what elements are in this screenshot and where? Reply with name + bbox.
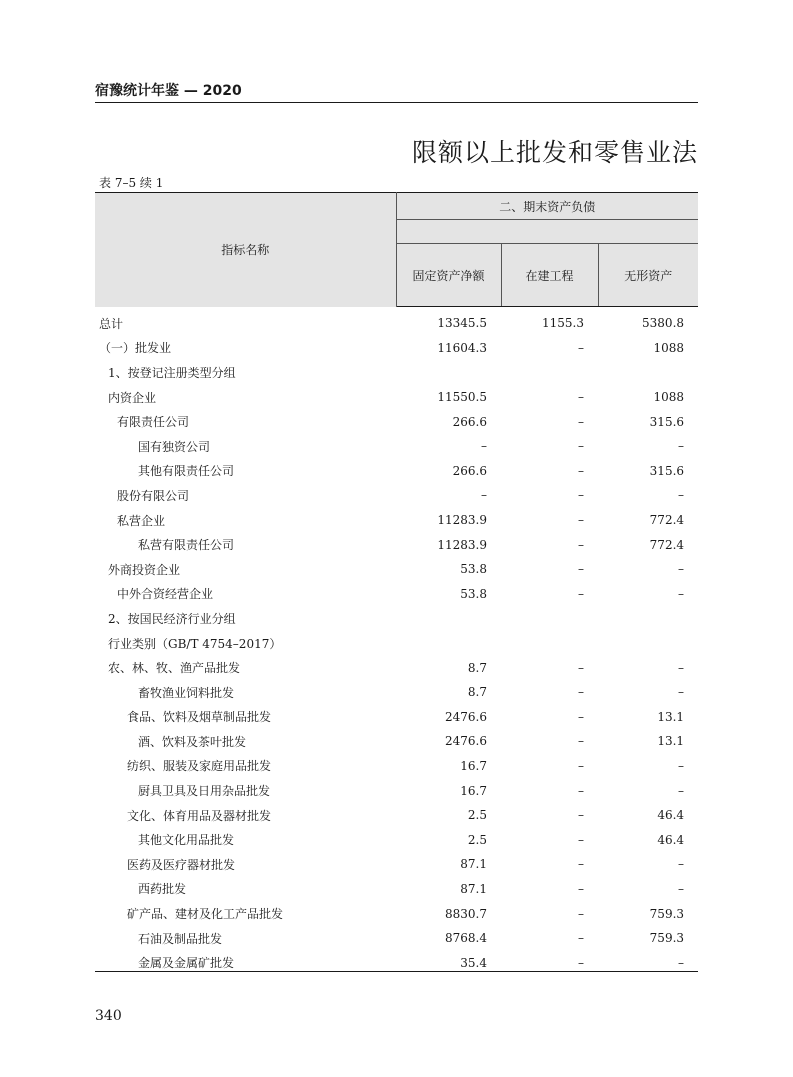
row-label: 畜牧渔业饲料批发 [138, 685, 235, 700]
table-row [95, 532, 698, 557]
table-row [95, 582, 698, 607]
cell-value [501, 360, 598, 385]
statistics-table-container [95, 192, 698, 975]
cell-value: – [678, 586, 685, 601]
cell-value [396, 631, 501, 656]
cell-value: 13.1 [657, 734, 685, 749]
cell-value: 13345.5 [437, 316, 487, 331]
indicator-name-header: 指标名称 [95, 193, 396, 307]
cell-value: 2476.6 [445, 709, 487, 724]
table-row [95, 926, 698, 951]
table-row [95, 877, 698, 902]
cell-value: – [678, 562, 685, 577]
table-row [95, 336, 698, 361]
table-row [95, 508, 698, 533]
row-label: 文化、体育用品及器材批发 [127, 808, 272, 823]
cell-value: – [578, 906, 584, 921]
cell-value: – [578, 537, 584, 552]
cell-value: – [578, 463, 584, 478]
row-label: 金属及金属矿批发 [138, 956, 235, 971]
table-row [95, 459, 698, 484]
cell-value: – [578, 660, 584, 675]
cell-value: – [578, 758, 584, 773]
cell-value: 16.7 [460, 783, 487, 798]
table-row [95, 557, 698, 582]
table-body [95, 307, 698, 976]
cell-value: – [678, 488, 685, 503]
cell-value: 46.4 [657, 808, 685, 823]
table-row [95, 827, 698, 852]
row-label: 总计 [99, 316, 124, 331]
row-label: 2、按国民经济行业分组 [108, 611, 236, 626]
cell-value: – [678, 857, 685, 872]
statistics-table [95, 192, 698, 975]
column-header: 在建工程 [501, 244, 598, 307]
cell-value: 759.3 [649, 931, 685, 946]
row-label: 食品、饮料及烟草制品批发 [127, 710, 272, 725]
table-row [95, 483, 698, 508]
cell-value: 266.6 [452, 463, 487, 478]
row-label: 其他文化用品批发 [138, 833, 235, 848]
cell-value: – [578, 390, 584, 405]
row-label: 西药批发 [138, 882, 187, 897]
row-label: 医药及医疗器材批发 [127, 857, 236, 872]
cell-value: 1088 [653, 390, 685, 405]
cell-value: – [678, 660, 685, 675]
cell-value: – [678, 439, 685, 454]
cell-value: – [578, 513, 584, 528]
cell-value: 11550.5 [437, 390, 487, 405]
cell-value: – [678, 881, 685, 896]
cell-value [396, 360, 501, 385]
cell-value [598, 360, 698, 385]
table-row [95, 705, 698, 730]
table-row [95, 901, 698, 926]
page-number: 340 [95, 1008, 122, 1024]
row-label: 有限责任公司 [117, 415, 190, 430]
cell-value: 5380.8 [642, 316, 685, 331]
row-label: 1、按登记注册类型分组 [108, 365, 236, 380]
table-row [95, 803, 698, 828]
table-row [95, 754, 698, 779]
row-label: 行业类别（GB/T 4754–2017） [108, 636, 282, 651]
group-header: 二、期末资产负债 [396, 193, 698, 220]
table-row [95, 631, 698, 656]
row-label: 私营企业 [117, 513, 166, 528]
cell-value: 8.7 [467, 660, 487, 675]
row-label: 内资企业 [108, 390, 157, 405]
row-label: 纺织、服装及家庭用品批发 [127, 759, 272, 774]
cell-value: – [578, 414, 584, 429]
page-title: 限额以上批发和零售业法 [411, 138, 698, 167]
cell-value: – [678, 955, 685, 970]
cell-value: – [678, 758, 685, 773]
cell-value: 11604.3 [437, 340, 487, 355]
cell-value: – [578, 709, 584, 724]
cell-value: – [678, 685, 685, 700]
column-header: 固定资产净额 [396, 244, 501, 307]
row-label: 外商投资企业 [108, 562, 181, 577]
row-label: 其他有限责任公司 [138, 464, 235, 479]
table-row [95, 307, 698, 336]
table-row [95, 606, 698, 631]
cell-value: – [578, 439, 584, 454]
cell-value: – [678, 783, 685, 798]
cell-value: 35.4 [460, 955, 487, 970]
row-label: 石油及制品批发 [138, 931, 223, 946]
table-row [95, 729, 698, 754]
cell-value: – [578, 340, 584, 355]
row-label: 矿产品、建材及化工产品批发 [127, 907, 284, 922]
table-row [95, 409, 698, 434]
row-label: 酒、饮料及茶叶批发 [138, 734, 247, 749]
column-header: 无形资产 [598, 244, 698, 307]
cell-value: 8768.4 [445, 931, 487, 946]
cell-value: – [481, 488, 487, 503]
cell-value: – [578, 808, 584, 823]
cell-value: 2.5 [467, 808, 487, 823]
cell-value: 53.8 [460, 586, 487, 601]
cell-value: 1088 [653, 340, 685, 355]
row-label: （一）批发业 [99, 341, 172, 356]
cell-value: – [578, 832, 584, 847]
cell-value: 315.6 [649, 414, 685, 429]
row-label: 中外合资经营企业 [117, 587, 214, 602]
cell-value [501, 631, 598, 656]
running-header-title: 宿豫统计年鉴 — 2020 [95, 83, 242, 99]
cell-value: – [481, 439, 487, 454]
cell-value: 772.4 [649, 513, 685, 528]
table-row [95, 434, 698, 459]
cell-value: – [578, 931, 584, 946]
cell-value: 2476.6 [445, 734, 487, 749]
cell-value [598, 606, 698, 631]
cell-value [396, 606, 501, 631]
cell-value: 46.4 [657, 832, 685, 847]
cell-value: 759.3 [649, 906, 685, 921]
table-row [95, 680, 698, 705]
group-subheader-blank [396, 220, 698, 244]
cell-value: 16.7 [460, 758, 487, 773]
cell-value: 11283.9 [437, 513, 487, 528]
cell-value: 2.5 [467, 832, 487, 847]
row-label: 农、林、牧、渔产品批发 [108, 661, 241, 676]
cell-value: 772.4 [649, 537, 685, 552]
cell-value: – [578, 734, 584, 749]
table-row [95, 655, 698, 680]
table-id: 表 7–5 续 1 [99, 176, 164, 190]
table-row [95, 778, 698, 803]
row-label: 厨具卫具及日用杂品批发 [138, 784, 271, 799]
cell-value: 315.6 [649, 463, 685, 478]
cell-value: 13.1 [657, 709, 685, 724]
cell-value: – [578, 488, 584, 503]
cell-value: – [578, 783, 584, 798]
row-label: 私营有限责任公司 [138, 538, 235, 553]
cell-value: 8830.7 [445, 906, 487, 921]
cell-value: 87.1 [460, 881, 487, 896]
cell-value: – [578, 857, 584, 872]
cell-value [598, 631, 698, 656]
cell-value: 1155.3 [542, 316, 584, 331]
cell-value: – [578, 562, 584, 577]
row-label: 国有独资公司 [138, 439, 211, 454]
cell-value: 266.6 [452, 414, 487, 429]
cell-value: – [578, 685, 584, 700]
table-row [95, 385, 698, 410]
row-label: 股份有限公司 [117, 488, 190, 503]
cell-value: – [578, 955, 584, 970]
cell-value: 53.8 [460, 562, 487, 577]
cell-value: 11283.9 [437, 537, 487, 552]
header-rule [95, 102, 698, 103]
cell-value: – [578, 881, 584, 896]
table-row [95, 852, 698, 877]
table-bottom-rule [95, 971, 698, 972]
cell-value: – [578, 586, 584, 601]
cell-value: 87.1 [460, 857, 487, 872]
table-row [95, 360, 698, 385]
cell-value: 8.7 [467, 685, 487, 700]
cell-value [501, 606, 598, 631]
